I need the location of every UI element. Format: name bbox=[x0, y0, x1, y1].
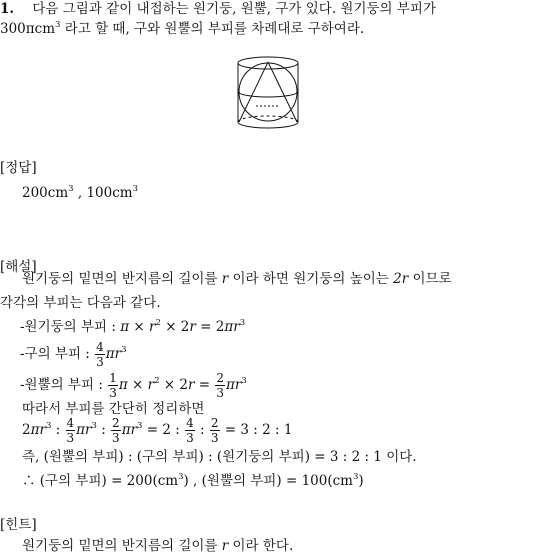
ratio-intro: 따라서 부피를 간단히 정리하면 bbox=[22, 401, 205, 417]
cone-volume-line bbox=[20, 372, 247, 399]
problem-line-2: 300πcm$^3$ 라고 할 때, 구와 원뿔의 부피를 차례대로 구하여라. bbox=[0, 19, 365, 37]
problem-text-1: 다음 그림과 같이 내접하는 원기둥, 원뿔, 구가 있다. 원기둥의 부피가 bbox=[32, 1, 436, 17]
hint-text-1: 원기둥의 밑면의 반지름의 길이를 bbox=[22, 538, 222, 554]
problem-volume-value: 300π bbox=[0, 21, 35, 37]
ratio-statement: 즉, (원뿔의 부피) : (구의 부피) : (원기둥의 부피) = 3 : 2 : 1 이다. bbox=[22, 449, 417, 465]
cylinder-volume-label: -원기둥의 부피 : bbox=[20, 319, 121, 335]
explanation-intro-1a: 원기둥의 밑면의 반지름의 길이를 bbox=[22, 271, 222, 287]
cylinder-volume-line bbox=[20, 318, 245, 336]
cone-volume-mid: $\pi \times r^2 \times 2r$ = bbox=[118, 375, 215, 393]
explanation-var-r: r bbox=[221, 271, 229, 287]
answer-heading: [정답] bbox=[0, 160, 37, 176]
fraction-4-3: $\frac{4}{3}$ bbox=[96, 340, 104, 369]
cylinder-volume-formula: $\pi \times r^2 \times 2r = 2\pi r^3$ bbox=[120, 317, 246, 335]
problem-text-2: 라고 할 때, 구와 원뿔의 부피를 차례대로 구하여라. bbox=[60, 21, 365, 37]
answer-values: $200cm^3$ , $100cm^3$ bbox=[22, 183, 138, 201]
conclusion-part-3: ) bbox=[358, 473, 364, 489]
problem-volume-unit: cm bbox=[34, 21, 56, 37]
hint-text-2: 이라 한다. bbox=[228, 538, 294, 554]
conclusion-part-2: ) , (원뿔의 부피) = 100(cm bbox=[183, 473, 353, 489]
problem-number: 1. bbox=[0, 1, 15, 17]
cone-volume-label: -원뿔의 부피 : bbox=[20, 377, 108, 393]
explanation-intro-2: 각각의 부피는 다음과 같다. bbox=[0, 295, 161, 311]
sphere-volume-line bbox=[20, 341, 127, 368]
fraction-2-3: $\frac{2}{3}$ bbox=[216, 371, 225, 400]
fraction-1-3: $\frac{1}{3}$ bbox=[109, 371, 117, 400]
explanation-intro-1 bbox=[22, 270, 452, 288]
explanation-intro-1b: 이라 하면 원기둥의 높이는 bbox=[228, 271, 394, 287]
sphere-volume-tail: $\pi r^3$ bbox=[105, 344, 127, 362]
explanation-height: 2r bbox=[393, 271, 409, 287]
explanation-intro-1c: 이므로 bbox=[408, 271, 452, 287]
inscribed-solids-figure bbox=[234, 52, 302, 134]
answer-value-1: 200cm bbox=[22, 185, 69, 201]
problem-line-1 bbox=[0, 0, 436, 18]
hint-heading: [힌트] bbox=[0, 517, 37, 533]
answer-separator: , bbox=[73, 185, 87, 201]
ratio-line: $2\pi r^3$ : $\frac{4}{3}$ $\pi r^3$ : $\frac{2}{3}$ $\pi r^3 = 2$ : $\frac{4}{3}$ : $\frac{2}{3}$ = 3 : 2 : 1 bbox=[22, 416, 293, 445]
sphere-volume-label: -구의 부피 : bbox=[20, 346, 95, 362]
conclusion-line: ∴ (구의 부피) = $200(cm^3)$ , (원뿔의 부피) = $100(cm^3)$ bbox=[22, 471, 364, 489]
cone-volume-tail: $\pi r^3$ bbox=[226, 375, 247, 393]
hint-var-r: r bbox=[221, 538, 229, 554]
explanation-heading: [해설] bbox=[0, 259, 37, 275]
answer-value-2: 100cm bbox=[86, 185, 133, 201]
hint-text bbox=[22, 537, 293, 555]
conclusion-part-1: ∴ (구의 부피) = 200(cm bbox=[22, 473, 179, 489]
